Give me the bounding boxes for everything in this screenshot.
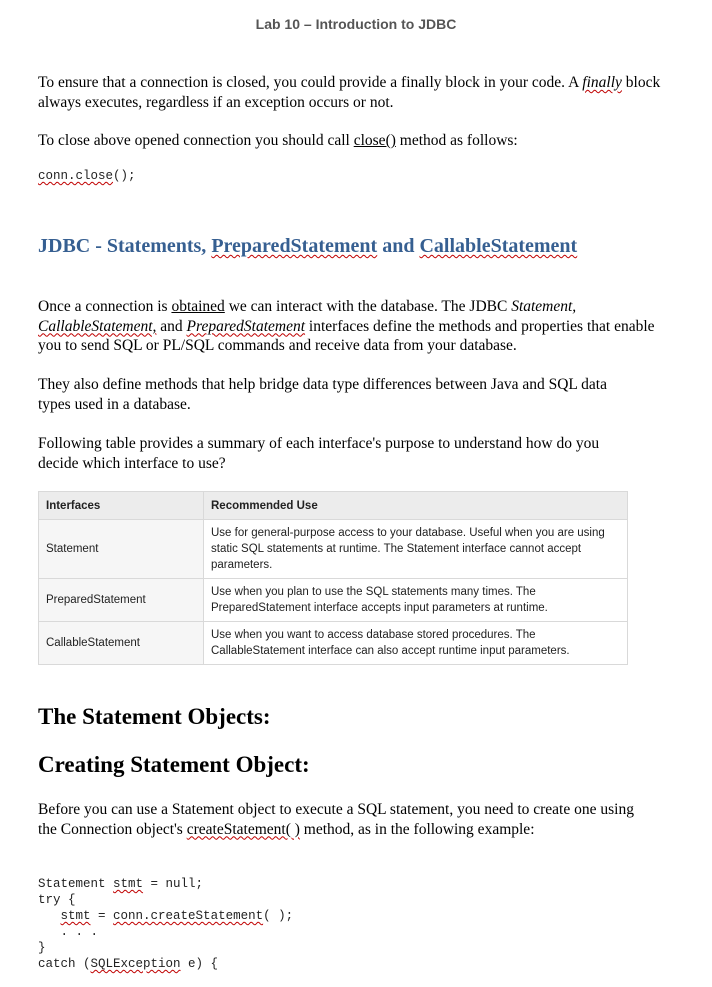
text-span: obtained bbox=[171, 298, 225, 315]
heading-part: and bbox=[377, 235, 420, 257]
code-token: catch ( bbox=[38, 957, 91, 971]
paragraph-bridge: They also define methods that help bridge data type differences between Java and SQL data types used in a database. bbox=[38, 376, 607, 413]
code-token: (); bbox=[113, 169, 136, 183]
code-token: SQLException bbox=[90, 957, 181, 971]
text-span: method, as in the following example: bbox=[299, 820, 535, 838]
code-token: try { bbox=[38, 893, 76, 907]
interface-cell: CallableStatement bbox=[39, 622, 204, 665]
code-token: } bbox=[38, 941, 46, 955]
page-header-title: Lab 10 – Introduction to JDBC bbox=[255, 16, 457, 32]
heading-part: CallableStatement bbox=[419, 235, 578, 257]
code-token: = bbox=[90, 909, 114, 923]
code-create-statement bbox=[38, 876, 293, 972]
section-heading-jdbc bbox=[38, 235, 577, 258]
code-token: = null; bbox=[143, 877, 204, 891]
text-span: Statement, bbox=[511, 298, 577, 315]
paragraph-finally bbox=[38, 73, 678, 112]
code-token: e) { bbox=[180, 957, 219, 971]
use-cell: Use when you want to access database stored procedures. The CallableStatement interface can also accept runtime input parameters. bbox=[204, 622, 628, 665]
heading-part: JDBC - Statements, bbox=[38, 235, 212, 257]
interface-cell: Statement bbox=[39, 520, 204, 579]
text-span: and bbox=[156, 317, 187, 335]
heading-part: PreparedStatement bbox=[211, 235, 378, 257]
table-row bbox=[39, 579, 628, 622]
close-method: close() bbox=[353, 132, 396, 149]
text-span: Before you can use a Statement object to execute a SQL statement, you need to create one using the Connection object's bbox=[38, 801, 634, 838]
code-token: stmt bbox=[60, 909, 91, 923]
code-token bbox=[38, 909, 61, 923]
heading-statement-objects: The Statement Objects: bbox=[38, 704, 271, 729]
code-token: conn.createStatement bbox=[113, 909, 264, 923]
text-span: we can interact with the database. The JDBC bbox=[224, 298, 512, 315]
paragraph-close bbox=[38, 131, 678, 151]
text-span: block always executes, regardless if an exception occurs or not. bbox=[38, 74, 661, 111]
paragraph-create-statement bbox=[38, 800, 638, 839]
text-span: interfaces define the methods and properties that enable you to send SQL or PL/SQL commands and receive data from your database. bbox=[38, 317, 655, 354]
code-token: conn.close bbox=[38, 169, 114, 183]
table-row bbox=[39, 622, 628, 665]
use-cell: Use for general-purpose access to your database. Useful when you are using static SQL statements at runtime. The Statement interface cannot accept parameters. bbox=[204, 520, 628, 579]
code-token: stmt bbox=[113, 877, 144, 891]
heading-creating-statement: Creating Statement Object: bbox=[38, 752, 310, 777]
paragraph-table-intro: Following table provides a summary of each interface's purpose to understand how do you decide which interface to use? bbox=[38, 435, 600, 472]
text-span: method as follows: bbox=[395, 132, 518, 149]
text-span: CallableStatement, bbox=[38, 317, 157, 335]
text-span: createStatement( ) bbox=[186, 820, 300, 838]
finally-word: finally bbox=[582, 74, 622, 91]
column-header-recommended-use: Recommended Use bbox=[204, 492, 628, 520]
table-header-row bbox=[39, 492, 628, 520]
column-header-interfaces: Interfaces bbox=[39, 492, 204, 520]
code-token: Statement bbox=[38, 877, 114, 891]
paragraph-interfaces bbox=[38, 297, 678, 356]
interfaces-table bbox=[38, 491, 628, 665]
code-close bbox=[38, 168, 136, 184]
text-span: Once a connection is bbox=[38, 298, 172, 315]
text-span: To ensure that a connection is closed, you could provide a finally block in your code. A bbox=[38, 74, 579, 91]
use-cell: Use when you plan to use the SQL statements many times. The PreparedStatement interface accepts input parameters at runtime. bbox=[204, 579, 628, 622]
table-row bbox=[39, 520, 628, 579]
code-token: . . . bbox=[38, 925, 99, 939]
text-span: PreparedStatement bbox=[186, 317, 306, 335]
text-span: To close above opened connection you should call bbox=[38, 132, 354, 149]
interface-cell: PreparedStatement bbox=[39, 579, 204, 622]
code-token: ( ); bbox=[263, 909, 294, 923]
